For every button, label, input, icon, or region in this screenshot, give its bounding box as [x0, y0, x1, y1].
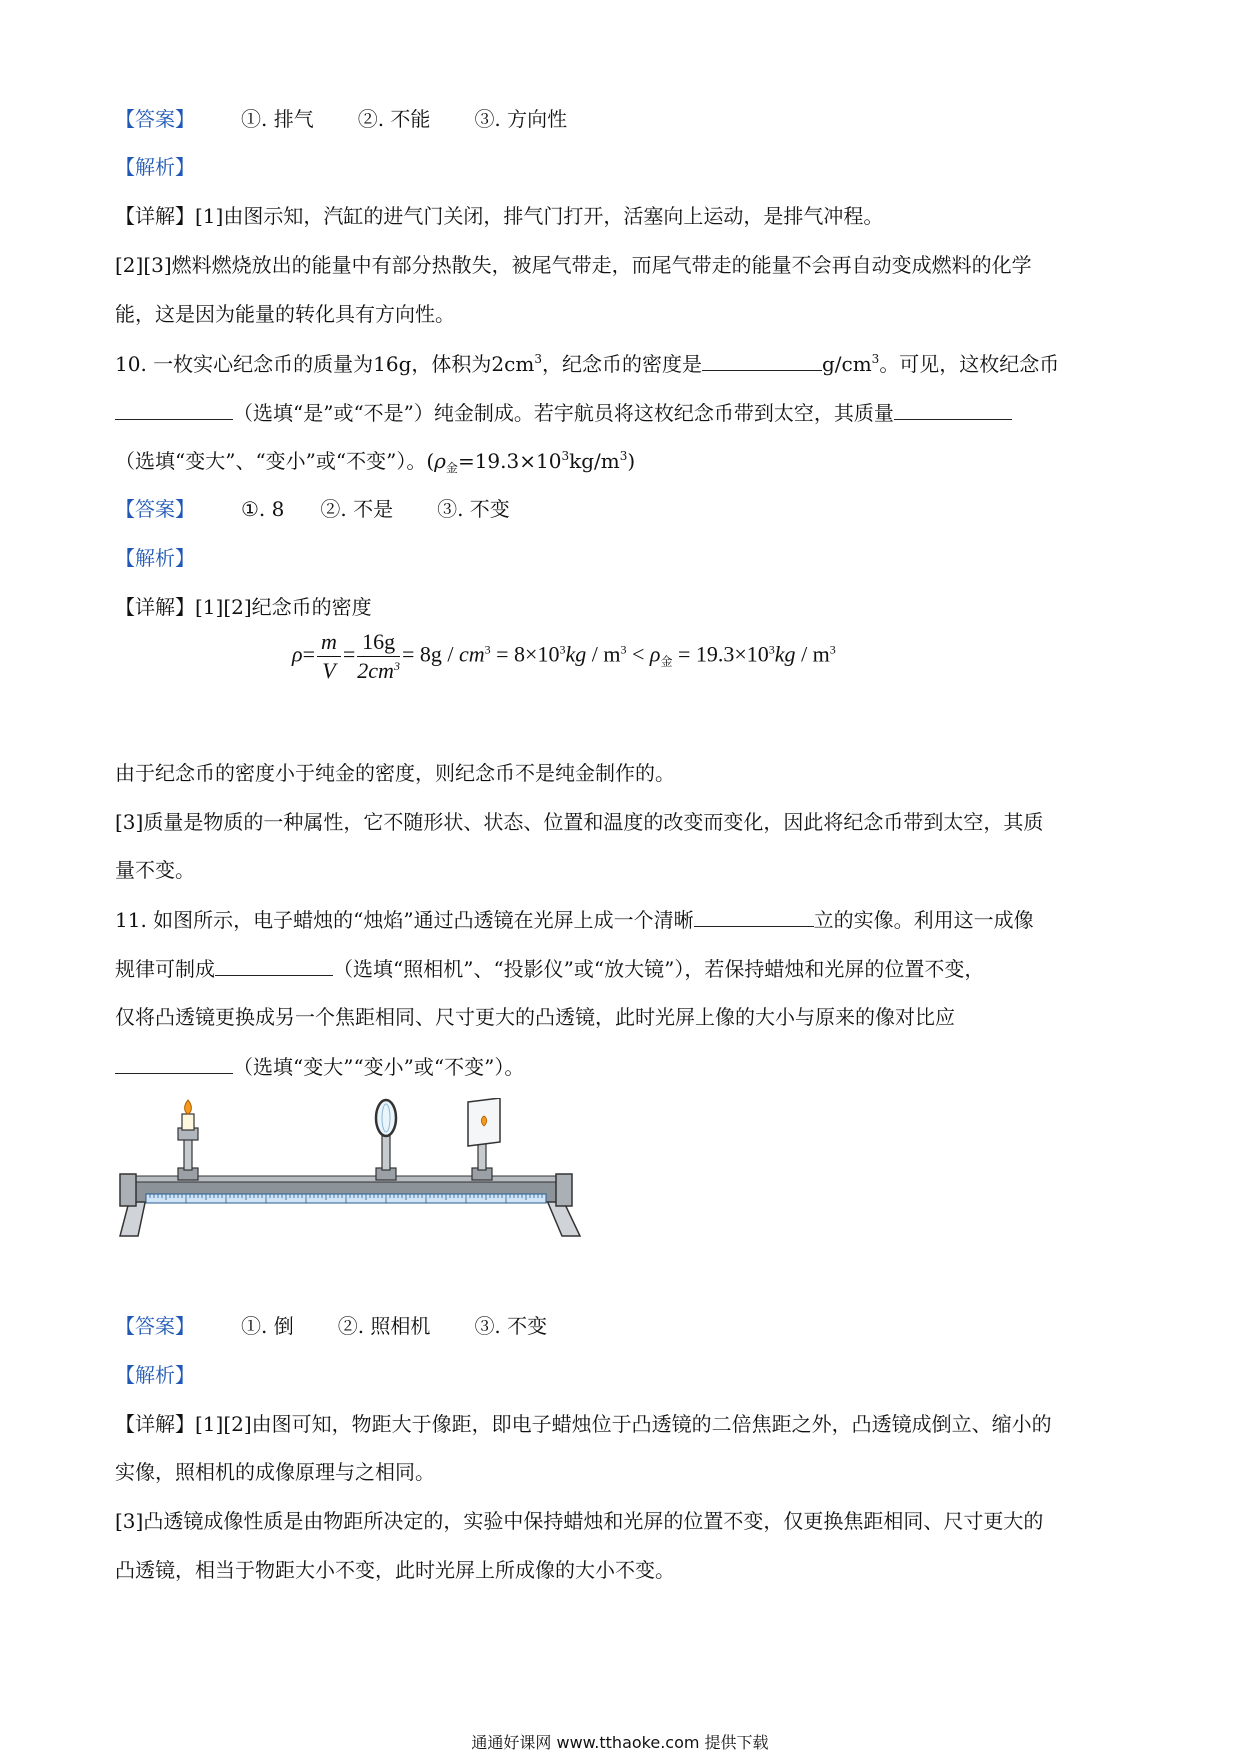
formula-part-1: = 8g /: [401, 641, 459, 667]
q9-detail-1: [1]由图示知，汽缸的进气门关闭，排气门打开，活塞向上运动，是排气冲程。: [195, 204, 884, 228]
q10-detail-line-4: [115, 855, 195, 885]
q11-answer-2: ②. 照相机: [337, 1314, 431, 1338]
analysis-tag: 【解析】: [115, 1363, 195, 1387]
bench-right-end: [556, 1174, 572, 1206]
answer-blank: [115, 1051, 233, 1074]
fraction-16g-over-2cm3: [357, 628, 400, 685]
superscript: 3: [768, 642, 775, 657]
bench-left-end: [120, 1174, 136, 1206]
denominator-2cm3: [357, 657, 400, 685]
lens-post: [382, 1134, 390, 1170]
q10-text-1c: g/cm: [821, 352, 872, 376]
superscript: 3: [871, 352, 880, 366]
answer-blank: [894, 397, 1012, 420]
screen-post: [478, 1142, 486, 1170]
formula-part-4: = 19.3×10: [672, 641, 769, 667]
subscript: 金: [445, 461, 458, 475]
equals-sign: =: [302, 641, 315, 667]
q10-text-3d: =19.3×10: [457, 449, 562, 473]
q11-text-2b: （选填“照相机”、“投影仪”或“放大镜”），若保持蜡烛和光屏的位置不变，: [333, 957, 985, 981]
candle-body: [182, 1114, 194, 1130]
q9-detail-line-3: [115, 299, 455, 329]
detail-tag: 【详解】: [115, 1412, 195, 1436]
q10-text-1a: 10. 一枚实心纪念币的质量为16g，体积为2cm: [115, 352, 535, 376]
q10-answer-line: [115, 494, 510, 524]
q9-detail-2a: [2][3]燃料燃烧放出的能量中有部分热散失，被尾气带走，而尾气带走的能量不会再自动变成燃料的化学: [115, 253, 1032, 277]
formula-kg: kg: [774, 641, 796, 667]
superscript: 3: [534, 352, 542, 366]
q10-text-1b: ，纪念币的密度是: [541, 352, 702, 376]
density-formula: [292, 628, 836, 685]
q10-detail-line-3: [115, 807, 1043, 837]
q9-detail-2b: 能，这是因为能量的转化具有方向性。: [115, 302, 455, 326]
q10-answer-1: ①. 8: [241, 497, 285, 521]
detail-tag: 【详解】: [115, 204, 195, 228]
q10-text-3e: kg/m: [569, 449, 620, 473]
q11-detail-2b: 凸透镜，相当于物距大小不变，此时光屏上所成像的大小不变。: [115, 1558, 675, 1582]
q11-analysis-line: [115, 1360, 195, 1390]
q11-answer-1: ①. 倒: [241, 1314, 294, 1338]
denominator-v: V: [322, 658, 336, 683]
q10-detail-3a: [3]质量是物质的一种属性，它不随形状、状态、位置和温度的改变而变化，因此将纪念币带到太空，其质: [115, 810, 1044, 834]
q11-answer-3: ③. 不变: [474, 1314, 548, 1338]
answer-tag: 【答案】: [115, 1314, 195, 1338]
superscript: 3: [559, 642, 566, 657]
superscript: 3: [619, 449, 628, 463]
q11-text-1a: 11. 如图所示，电子蜡烛的“烛焰”通过凸透镜在光屏上成一个清晰: [115, 908, 694, 932]
q10-analysis-line: [115, 543, 195, 573]
q9-analysis-line: [115, 152, 195, 182]
q9-detail-line-1: [115, 201, 883, 231]
q11-question-line-1: [115, 904, 1034, 935]
optical-bench-figure: [116, 1098, 586, 1248]
q11-detail-1a: [1][2]由图可知，物距大于像距，即电子蜡烛位于凸透镜的二倍焦距之外，凸透镜成倒立、缩小的: [195, 1412, 1052, 1436]
rho-symbol: ρ: [434, 449, 446, 473]
formula-part-3: / m: [586, 641, 621, 667]
q11-question-line-2: [115, 953, 984, 984]
q10-text-3a: （选填“变大”、“变小”或“不变”）。(: [115, 449, 435, 473]
formula-part-2: = 8×10: [490, 641, 560, 667]
detail-tag: 【详解】: [115, 595, 195, 619]
q11-detail-line-2: [115, 1457, 435, 1487]
formula-part-5: / m: [795, 641, 830, 667]
fraction-m-over-v: [317, 628, 341, 685]
rho-symbol: ρ: [649, 641, 661, 667]
q11-question-line-4: [115, 1051, 524, 1082]
candle-post: [184, 1138, 192, 1170]
numerator-16g: 16g: [357, 628, 400, 657]
answer-blank: [215, 953, 333, 976]
answer-tag: 【答案】: [115, 497, 195, 521]
page-footer: 通通好课网 www.tthaoke.com 提供下载: [471, 1733, 769, 1752]
formula-kg: kg: [565, 641, 587, 667]
q10-question-line-3: [115, 446, 635, 476]
q10-answer-2: ②. 不是: [320, 497, 394, 521]
q10-detail-line-2: [115, 758, 675, 788]
q10-detail-1: [1][2]纪念币的密度: [195, 595, 372, 619]
subscript-gold: 金: [660, 654, 673, 669]
denominator-text: 2cm: [357, 658, 394, 683]
q9-answer-3: ③. 方向性: [474, 107, 568, 131]
answer-blank: [115, 397, 233, 420]
q10-question-line-1: [115, 348, 1059, 379]
candle-flame-icon: [185, 1100, 192, 1114]
q11-detail-line-1: [115, 1409, 1052, 1439]
q11-text-3: 仅将凸透镜更换成另一个焦距相同、尺寸更大的凸透镜，此时光屏上像的大小与原来的像对比应: [115, 1005, 955, 1029]
q10-detail-2: 由于纪念币的密度小于纯金的密度，则纪念币不是纯金制作的。: [115, 761, 675, 785]
q10-question-line-2: [115, 397, 1012, 428]
superscript: 3: [620, 642, 627, 657]
q11-detail-1b: 实像，照相机的成像原理与之相同。: [115, 1460, 435, 1484]
analysis-tag: 【解析】: [115, 155, 195, 179]
numerator-m: m: [317, 628, 341, 657]
q10-detail-3b: 量不变。: [115, 858, 195, 882]
q9-answer-1: ①. 排气: [241, 107, 314, 131]
q11-answer-line: [115, 1311, 547, 1341]
q11-text-2a: 规律可制成: [115, 957, 215, 981]
equals-sign: =: [342, 641, 356, 667]
answer-tag: 【答案】: [115, 107, 195, 131]
convex-lens-icon: [376, 1100, 396, 1136]
answer-blank: [702, 348, 822, 371]
q10-text-2a: （选填“是”或“不是”）纯金制成。若宇航员将这枚纪念币带到太空，其质量: [233, 401, 894, 425]
superscript: 3: [484, 642, 491, 657]
superscript: 3: [393, 659, 400, 673]
formula-cm: cm: [458, 641, 485, 667]
less-than-sign: <: [626, 641, 650, 667]
rho-symbol: ρ: [292, 641, 303, 667]
answer-blank: [694, 904, 814, 927]
q10-text-1d: 。可见，这枚纪念币: [879, 352, 1060, 376]
q9-answer-line: [115, 104, 567, 134]
q10-answer-3: ③. 不变: [437, 497, 510, 521]
q11-detail-2a: [3]凸透镜成像性质是由物距所决定的，实验中保持蜡烛和光屏的位置不变，仅更换焦距相同、尺寸更大的: [115, 1509, 1044, 1533]
q11-text-4: （选填“变大”“变小”或“不变”）。: [233, 1055, 525, 1079]
superscript: 3: [829, 642, 836, 657]
q11-detail-line-4: [115, 1555, 675, 1585]
q10-text-3f: ): [627, 449, 636, 473]
q9-detail-line-2: [115, 250, 1032, 280]
q11-question-line-3: [115, 1002, 955, 1032]
q9-answer-2: ②. 不能: [357, 107, 431, 131]
q10-detail-line-1: [115, 592, 372, 622]
superscript: 3: [561, 449, 570, 463]
q11-text-1b: 立的实像。利用这一成像: [813, 908, 1034, 932]
analysis-tag: 【解析】: [115, 546, 195, 570]
q11-detail-line-3: [115, 1506, 1043, 1536]
